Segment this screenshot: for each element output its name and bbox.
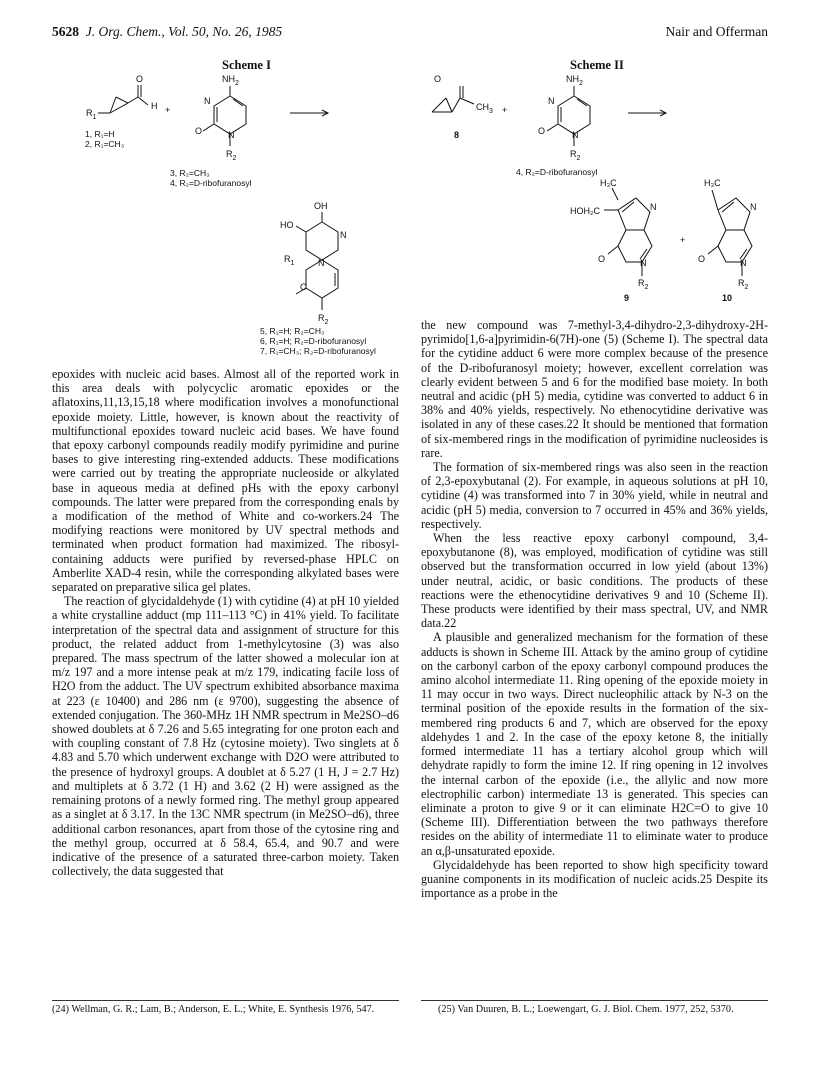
right-paragraph-5: Glycidaldehyde has been reported to show high specificity toward guanine components in its modification of nucleic acids.25 Despite its importance as a probe in the [421,857,768,901]
r2-label: $R_2$ [226,149,237,162]
ring-n1-label: N [228,130,235,140]
product-ho-label: HO [280,220,294,230]
scheme-2-title: Scheme II [570,58,624,72]
compound-2-label: 2, R₁=CH₃ [85,139,125,149]
right-paragraph-1: the new compound was 7-methyl-3,4-dihydro-2,3-dihydroxy-2H-pyrimido[1,6-a]pyrimidin-6(7H)-one (5) (Scheme I). The spectral data for the cytidine adduct 6 were more complex because of the presence of the D-ribofuranosyl moiety; however, excellent correlation was clearly evident between 5 and 6 for the modified base moiety. In both neutral and acidic (pH 5) media, cytidine was converted to adduct 6 in 38% and 40% yields, respectively. No ethenocytidine derivative was isolated in any of these cases.22 It should be mentioned that formation of six-membered rings in the modification of pyrimidine nucleosides is rare. [421,318,768,460]
carbonyl-o-label: O [136,74,144,84]
compound-1-label: 1, R₁=H [85,129,115,139]
compound-6-label: 6, R₁=H; R₂=D-ribofuranosyl [260,336,367,346]
left-paragraph-2: The reaction of glycidaldehyde (1) with cytidine (4) at pH 10 yielded a white crystalline adduct (mp 111–113 °C) in 41% yield. To facilitate interpretation of the spectral data and assignment of structure for this product, the related adduct from 1-methylcytosine (3) was also prepared. The mass spectrum of the latter showed a molecular ion at m/z 197 and a more intense peak at m/z 179, indicating facile loss of H2O from the adduct. The UV spectrum exhibited absorbance maxima at 223 (ε 10400) and 286 nm (ε 9700), suggesting the absence of extended conjugation. The 360-MHz 1H NMR spectrum in Me2SO–d6 showed doublets at δ 7.26 and 5.65 integrating for one proton each and with coupling constant of 7.8 Hz (cytosine moiety). Two singlets at δ 4.83 and 5.70 which underwent exchange with D2O were attributed to the presence of hydroxyl groups. A doublet at δ 5.27 (1 H, J = 2.7 Hz) and multiplets at δ 3.72 (1 H) and 3.62 (2 H) were assigned as the remaining protons of a newly formed ring. The methyl group appeared as a singlet at δ 3.17. In the 13C NMR spectrum (in Me2SO–d6), three additional carbon resonances, apart from those of the cytosine ring and the methyl group, occurred at δ 58.4, 65.4, and 90.7 and were indicative of the presence of a saturated three-carbon moiety. Taken collectively, the data suggested that [52,594,399,879]
scheme-2-diagram [420,70,790,310]
s2-product-plus: + [680,235,686,245]
journal-citation: J. Org. Chem., Vol. 50, No. 26, 1985 [85,24,283,39]
compound-5-label: 5, R₁=H; R₂=CH₃ [260,326,325,336]
cmpd9-n1-label: N [640,258,647,268]
ring-n3-label: N [204,96,211,106]
footnote-24: (24) Wellman, G. R.; Lam, B.; Anderson, E. L.; White, E. Synthesis 1976, 547. [52,1004,375,1015]
compound-4-label: 4, R₂=D-ribofuranosyl [170,178,252,188]
s2-plus-sign: + [502,105,508,115]
s2-o-label: O [434,74,442,84]
compound-8-label: 8 [454,130,460,140]
cmpd9-r2-label: $R_2$ [638,278,649,291]
left-column [52,367,399,878]
compound-7-label: 7, R₁=CH₃; R₂=D-ribofuranosyl [260,346,376,356]
cmpd9-hoh2c-label: HOH₂C [570,206,600,216]
running-header-left [52,24,282,40]
s2-ring-n3-label: N [548,96,555,106]
scheme-1-diagram [0,70,410,370]
right-paragraph-2: The formation of six-membered rings was also seen in the reaction of 2,3-epoxybutanal (2). For example, in aqueous solutions at pH 10, cytidine (4) was transformed into 7 in 30% yield, while in neutral and acidic (pH 5) media, conversion to 7 occurred in 45% and 36% yields, respectively. [421,460,768,531]
compound-9-label: 9 [624,293,630,303]
cmpd10-n-label: N [750,202,757,212]
cmpd10-h3c-label: H₃C [704,178,721,188]
footnote-25: (25) Van Duuren, B. L.; Loewengart, G. J. Biol. Chem. 1977, 252, 5370. [438,1004,734,1015]
left-paragraph-1: epoxides with nucleic acid bases. Almost all of the reported work in this area deals with polycyclic aromatic epoxides or the aflatoxins,11,13,15,18 where modification involves a monofunctional epoxide moiety. Little, however, is known about the reactivity of multifunctional epoxides toward nucleic acid bases. We have found that epoxy carbonyl compounds readily modify pyrimidine and purine bases to give interesting ring-extended adducts. These modifications were carried out by treating the appropriate nucleoside or alkylated base in aqueous media at defined pHs with the epoxy carbonyl compounds. The latter were prepared from the corresponding enals by a modification of the method of White and co-workers.24 The modifying reactions were monitored by UV spectral methods and terminated when product formation had maximized. The ribosyl-containing adducts were purified by reversed-phase HPLC on Amberlite XAD-4 resin, while the corresponding alkylated bases were separated on preparative silica gel plates. [52,367,399,595]
cmpd10-r2-label: $R_2$ [738,278,749,291]
right-paragraph-4: A plausible and generalized mechanism for the formation of these adducts is shown in Scheme III. Attack by the amino group of cytidine on the carbonyl carbon of the epoxy carbonyl compound produces the amino alcohol intermediate 11. Ring opening of the epoxide moiety in 11 may occur in two ways. Direct nucleophilic attack by N-3 on the terminal position of the epoxide results in the formation of the six-membered ring products 6 and 7, which are observed for the epoxy aldehydes 1 and 2. In the case of the epoxy ketone 8, the initially formed intermediate 11 has a tertiary alcohol group which will dehydrate rapidly to form the imine 12. If ring opening in 12 involves the internal carbon of the epoxide (i.e., the allylic and now more electrophilic carbon) intermediate 13 is generated. This species can eliminate a proton to give 9 or it can eliminate H2C=O to give 10 (Scheme III). Differentiation between the two pathways therefore resides on the ability of intermediate 11 to eliminate water to produce an α,β-unsaturated epoxide. [421,630,768,858]
product-r1-label: $R_1$ [284,254,295,267]
amine-label: $NH_2$ [222,74,239,87]
plus-sign: + [165,105,171,115]
s2-ch3-label: $CH_3$ [476,102,493,115]
s2-amine-label: $NH_2$ [566,74,583,87]
right-paragraph-3: When the less reactive epoxy carbonyl compound, 3,4-epoxybutanone (8), was employed, modification of cytidine was still observed but the transformation occurred in low yield (about 13%) under neutral, acidic, or basic conditions. The products of these reactions were the ethenocytidine derivatives 9 and 10 (Scheme II). These products were identified by their mass spectral, UV, and NMR data.22 [421,531,768,631]
s2-ring-n1-label: N [572,130,579,140]
s2-compound-4-label: 4, R₂=D-ribofuranosyl [516,167,598,177]
product-o-label: O [300,282,308,292]
s2-r2-label: $R_2$ [570,149,581,162]
cmpd9-o-label: O [598,254,606,264]
product-n-label: N [340,230,347,240]
cmpd9-h3c-label: H₃C [600,178,617,188]
s2-ring-o-label: O [538,126,546,136]
product-r2-label: $R_2$ [318,313,329,326]
product-oh-label: OH [314,201,328,211]
aldehyde-h-label: H [151,101,158,111]
page-number: 5628 [52,24,79,39]
right-column [421,318,768,900]
cmpd10-o-label: O [698,254,706,264]
cmpd9-n-label: N [650,202,657,212]
r1-label: $R_1$ [86,108,97,121]
ring-o-label: O [195,126,203,136]
footnote-rule-left [52,1000,399,1001]
cmpd10-n1-label: N [740,258,747,268]
compound-3-label: 3, R₂=CH₃ [170,168,210,178]
product-n2-label: N [318,258,325,268]
scheme-1-title: Scheme I [222,58,271,72]
compound-10-label: 10 [722,293,733,303]
footnote-rule-right [421,1000,768,1001]
running-header-authors: Nair and Offerman [665,24,768,39]
